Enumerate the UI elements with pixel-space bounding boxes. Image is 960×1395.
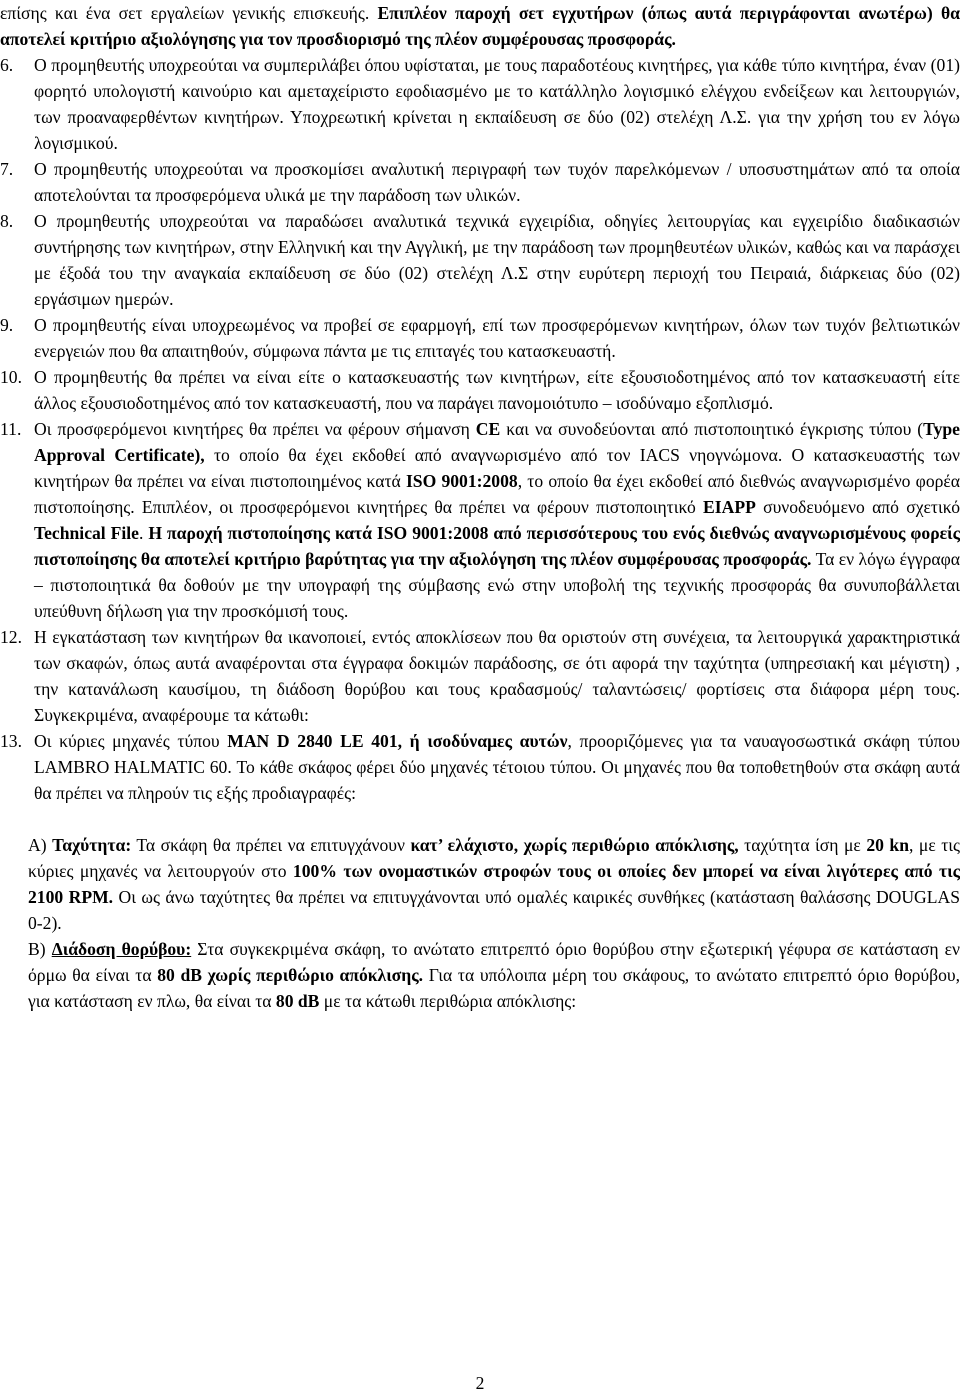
text-run: Ο προμηθευτής θα πρέπει να είναι είτε ο κατασκευαστής των κινητήρων, είτε εξουσιοδοτημένος από τον κατασκευαστή είτε άλλος εξουσιοδοτημένος από τον κατασκευαστή, που να παράγει πανομοιότυπο – ισοδύναμο εξοπλισμό. (34, 367, 960, 413)
text-run: , με τις κύριες μηχανές να λειτουργούν στο (28, 835, 960, 881)
text-run: Η εγκατάσταση των κινητήρων θα ικανοποιεί, εντός αποκλίσεων που θα οριστούν στη συνέχεια, τα λειτουργικά χαρακτηριστικά των σκαφών, όπως αυτά αναφέρονται στα έγγραφα δοκιμών παράδοσης, σε ότι αφορά την ταχύτητα (υπηρεσιακή και μέγιστη) , την κατανάλωση καυσίμου, τη διάδοση θορύβου και τους κραδασμούς/ ταλαντώσεις/ φορτίσεις στα διάφορα μέρη τους. Συγκεκριμένα, αναφέρουμε τα κάτωθι: (34, 627, 960, 725)
list-item (0, 416, 960, 624)
list-item-number: 6. (0, 55, 14, 75)
bold-text-run: Η παροχή πιστοποίησης κατά ISO 9001:2008 από περισσότερους του ενός διεθνώς αναγνωρισμένους φορείς πιστοποίησης θα αποτελεί κριτήριο βαρύτητας για την αξιολόγηση της πλέον συμφέρουσας προσφοράς. (34, 523, 960, 569)
spec-paragraph (28, 832, 960, 936)
intro-paragraph (0, 0, 960, 52)
text-run: Οι κύριες μηχανές τύπου (34, 731, 228, 751)
text-run: Τα σκάφη θα πρέπει να επιτυγχάνουν (131, 835, 411, 855)
text-run: με τα κάτωθι περιθώρια απόκλισης: (319, 991, 577, 1011)
spec-list (28, 832, 960, 1014)
text-run: Για τα υπόλοιπα μέρη του σκάφους, το ανώτατο επιτρεπτό όριο θορύβου, για κατάσταση εν πλω, θα είναι τα (28, 965, 960, 1011)
text-run: . (138, 523, 149, 543)
bold-text-run: Ταχύτητα: (52, 835, 132, 855)
text-run: το οποίο θα έχει εκδοθεί από αναγνωρισμένο από τον IACS νηογνώμονα. Ο κατασκευαστής των κινητήρων θα πρέπει να είναι πιστοποιημένος κατά (34, 445, 960, 491)
text-run: Ο προμηθευτής υποχρεούται να προσκομίσει αναλυτική περιγραφή των τυχόν παρελκόμενων / υποσυστημάτων από τα οποία αποτελούνται τα προσφερόμενα υλικά με την παράδοση των υλικών. (34, 159, 960, 205)
numbered-list (0, 52, 960, 806)
text-run: , προοριζόμενες για τα ναυαγοσωστικά σκάφη τύπου LAMBRO HALMATIC 60. Το κάθε σκάφος φέρει δύο μηχανές τέτοιου τύπου. Οι μηχανές που θα τοποθετηθούν στα σκάφη αυτά θα πρέπει να πληρούν τις εξής προδιαγραφές: (34, 731, 960, 803)
list-item (0, 208, 960, 312)
list-item (0, 156, 960, 208)
text-run: Οι προσφερόμενοι κινητήρες θα πρέπει να φέρουν σήμανση (34, 419, 476, 439)
bold-text-run: Type Approval Certificate), (34, 419, 960, 465)
list-item-number: 8. (0, 211, 14, 231)
text-run: Ο προμηθευτής υποχρεούται να παραδώσει αναλυτικά τεχνικά εγχειρίδια, οδηγίες λειτουργίας και εγχειρίδιο διαδικασιών συντήρησης των κινητήρων, στην Ελληνική και την Αγγλική, με την παράδοση των προμηθευτέων υλικών, καθώς και να παράσχει με έξοδά του την αναγκαία εκπαίδευση σε δύο (02) στελέχη Λ.Σ στην ευρύτερη περιοχή του Πειραιά, διάρκειας δύο (02) εργάσιμων ημερών. (34, 211, 960, 309)
bold-text-run: κατ’ ελάχιστο, χωρίς περιθώριο απόκλισης, (410, 835, 739, 855)
list-item-number: 9. (0, 315, 14, 335)
list-item-number: 11. (0, 419, 22, 439)
text-run: Α) (28, 835, 53, 855)
bold-text-run: 80 dB χωρίς περιθώριο απόκλισης. (157, 965, 424, 985)
text-run: , το οποίο θα έχει εκδοθεί από διεθνώς αναγνωρισμένο φορέα πιστοποίησης. Επιπλέον, οι προσφερόμενοι κινητήρες θα πρέπει να φέρουν πιστοποιητικό (34, 471, 960, 517)
text-run: και να συνοδεύονται από πιστοποιητικό έγκρισης τύπου ( (500, 419, 924, 439)
list-item (0, 312, 960, 364)
list-item-number: 7. (0, 159, 14, 179)
bold-text-run: CE (475, 419, 501, 439)
spec-paragraph (28, 936, 960, 1014)
text-run: Ο προμηθευτής είναι υποχρεωμένος να προβεί σε εφαρμογή, επί των προσφερόμενων κινητήρων, όλων των τυχόν βελτιωτικών ενεργειών που θα απαιτηθούν, σύμφωνα πάντα με τις επιταγές του κατασκευαστή. (34, 315, 960, 361)
bold-text-run: Επιπλέον παροχή σετ εγχυτήρων (όπως αυτά περιγράφονται ανωτέρω) θα αποτελεί κριτήριο αξιολόγησης για τον προσδιορισμό της πλέον συμφέρουσας προσφοράς. (0, 3, 960, 49)
list-item-number: 10. (0, 367, 22, 387)
bold-text-run: 80 dB (275, 991, 320, 1011)
bold-text-run: ISO 9001:2008 (405, 471, 518, 491)
text-run: Τα εν λόγω έγγραφα – πιστοποιητικά θα δοθούν με την υπογραφή της σύμβασης ενώ στην υποβολή της τεχνικής προσφοράς θα συνυποβάλλεται υπεύθυνη δήλωση για την προσκόμισή τους. (34, 549, 960, 621)
bold-text-run: Technical File (34, 523, 139, 543)
text-run: συνοδευόμενο από σχετικό (755, 497, 960, 517)
list-item (0, 364, 960, 416)
text-run: επίσης και ένα σετ εργαλείων γενικής επισκευής. (0, 3, 378, 23)
list-item (0, 52, 960, 156)
bold-text-run: MAN D 2840 LE 401, ή ισοδύναμες αυτών (227, 731, 568, 751)
text-run: Οι ως άνω ταχύτητες θα πρέπει να επιτυγχάνονται υπό ομαλές καιρικές συνθήκες (κατάσταση θαλάσσης DOUGLAS 0-2). (28, 887, 960, 933)
bold-text-run: 100% των ονομαστικών στροφών τους οι οποίες δεν μπορεί να είναι λιγότερες από τις 2100 RPM. (28, 861, 960, 907)
text-run: Ο προμηθευτής υποχρεούται να συμπεριλάβει όπου υφίσταται, με τους παραδοτέους κινητήρες, για κάθε τύπο κινητήρα, έναν (01) φορητό υπολογιστή καινούριο και αμεταχείριστο εφοδιασμένο με το κατάλληλο λογισμικό ελέγχου ενδείξεων και λειτουργιών, των προαναφερθέντων κινητήρων. Υποχρεωτική κρίνεται η εκπαίδευση σε δύο (02) στελέχη Λ.Σ. για την χρήση του εν λόγω λογισμικού. (34, 55, 960, 153)
spacer (34, 806, 960, 832)
bold-text-run: EIAPP (703, 497, 756, 517)
text-run: Β) (28, 939, 52, 959)
list-item-number: 12. (0, 627, 22, 647)
list-item (0, 728, 960, 806)
page-number: 2 (475, 1373, 485, 1393)
bold-text-run: Διάδοση θορύβου: (51, 939, 192, 959)
list-item-number: 13. (0, 731, 22, 751)
text-run: Στα συγκεκριμένα σκάφη, το ανώτατο επιτρεπτό όριο θορύβου στην εξωτερική γέφυρα σε κατάσταση εν όρμω θα είναι τα (28, 939, 960, 985)
text-run: ταχύτητα ίση με (738, 835, 867, 855)
list-item (0, 624, 960, 728)
bold-text-run: 20 kn (866, 835, 909, 855)
